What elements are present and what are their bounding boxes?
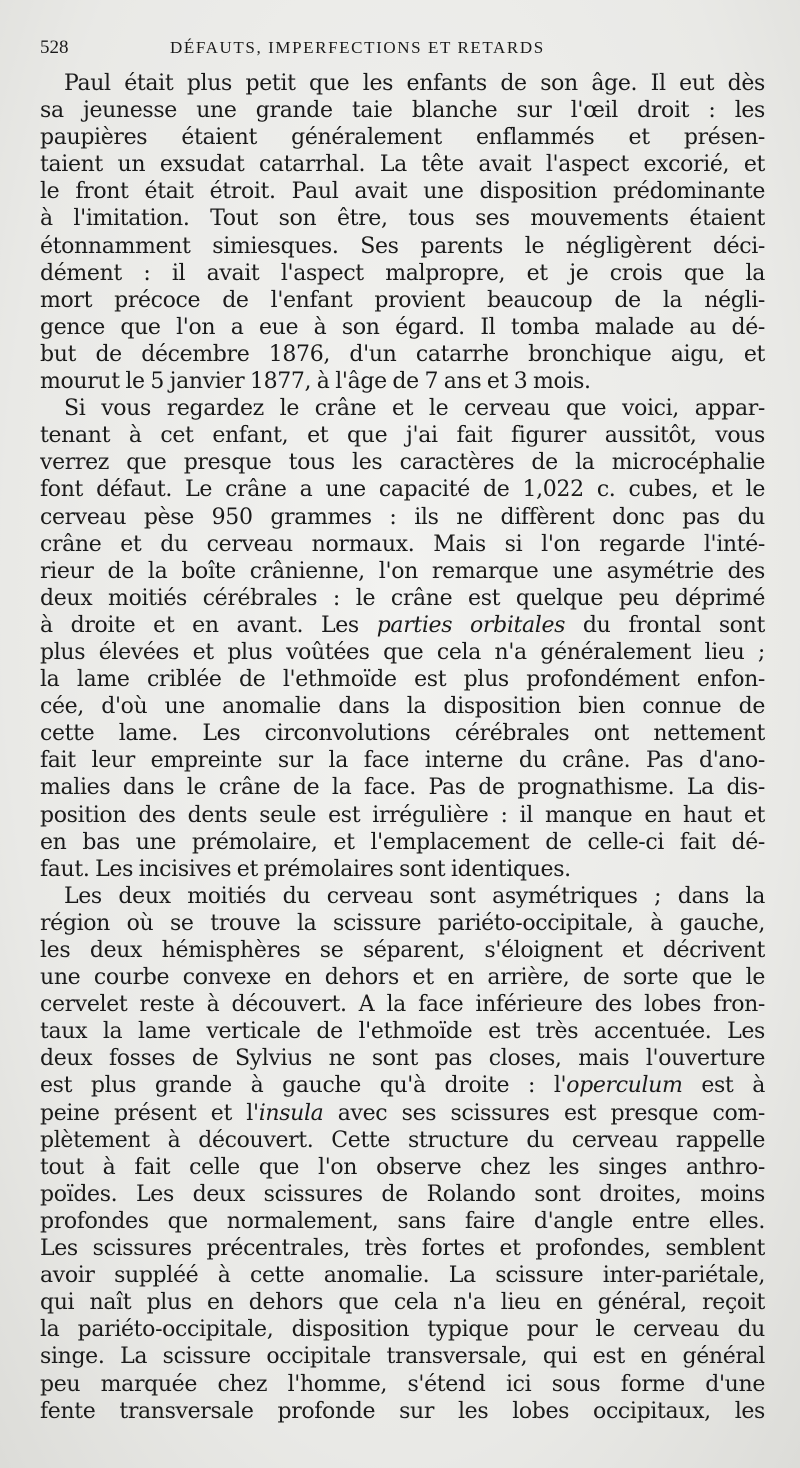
text-line: région où se trouve la scissure pariéto-occipitale, à gauche,	[40, 910, 765, 936]
text-line-with-italic	[40, 1100, 765, 1127]
running-head: DÉFAUTS, IMPERFECTIONS ET RETARDS	[170, 38, 545, 57]
text-line: singe. La scissure occipitale transversale, qui est en général	[40, 1344, 765, 1370]
text-line: font défaut. Le crâne a une capacité de 1,022 c. cubes, et le	[40, 477, 765, 503]
text-line: peu marquée chez l'homme, s'étend ici sous forme d'une	[40, 1371, 765, 1397]
text-line: paupières étaient généralement enflammés et présen-	[40, 125, 765, 151]
text-line: fente transversale profonde sur les lobes occipitaux, les	[40, 1398, 765, 1424]
text-line-with-italic	[40, 612, 765, 639]
body-text	[40, 70, 765, 1425]
text-line: plètement à découvert. Cette structure du cerveau rappelle	[40, 1127, 765, 1153]
text-line: cervelet reste à découvert. A la face inférieure des lobes fron-	[40, 992, 765, 1018]
text-line: taient un exsudat catarrhal. La tête avait l'aspect excorié, et	[40, 152, 765, 178]
text-line: cette lame. Les circonvolutions cérébrales ont nettement	[40, 721, 765, 747]
text-line: Les deux moitiés du cerveau sont asymétriques ; dans la	[64, 883, 765, 909]
text-line: qui naît plus en dehors que cela n'a lieu en général, reçoit	[40, 1290, 765, 1316]
text-segment: est plus grande à gauche qu'à droite : l'	[40, 1073, 567, 1099]
paragraph-1	[40, 70, 765, 395]
text-line: position des dents seule est irrégulière : il manque en haut et	[40, 802, 765, 828]
text-line: Les scissures précentrales, très fortes et profondes, semblent	[40, 1236, 765, 1262]
text-line: dément : il avait l'aspect malpropre, et je crois que la	[40, 260, 765, 286]
text-segment: à droite et en avant. Les	[40, 612, 377, 638]
text-line: malies dans le crâne de la face. Pas de prognathisme. La dis-	[40, 775, 765, 801]
text-segment: peine présent et l'	[40, 1100, 259, 1126]
text-line: mort précoce de l'enfant provient beaucoup de la négli-	[40, 287, 765, 313]
text-line: taux la lame verticale de l'ethmoïde est très accentuée. Les	[40, 1019, 765, 1045]
text-line: étonnamment simiesques. Ses parents le négligèrent déci-	[40, 233, 765, 259]
italic-operculum: operculum	[566, 1073, 683, 1099]
text-line: profondes que normalement, sans faire d'angle entre elles.	[40, 1208, 765, 1234]
text-line: avoir suppléé à cette anomalie. La scissure inter-pariétale,	[40, 1263, 765, 1289]
text-line: le front était étroit. Paul avait une disposition prédominante	[40, 179, 765, 205]
text-line: gence que l'on a eue à son égard. Il tomba malade au dé-	[40, 314, 765, 340]
text-segment: est à	[682, 1073, 765, 1099]
text-line: en bas une prémolaire, et l'emplacement de celle-ci fait dé-	[40, 829, 765, 855]
paragraph-2	[40, 395, 765, 883]
page-number: 528	[40, 37, 69, 58]
text-line: rieur de la boîte crânienne, l'on remarque une asymétrie des	[40, 558, 765, 584]
text-line: deux moitiés cérébrales : le crâne est quelque peu déprimé	[40, 585, 765, 611]
text-line: une courbe convexe en dehors et en arrière, de sorte que le	[40, 965, 765, 991]
italic-phrase: parties orbitales	[376, 612, 566, 638]
text-line: tenant à cet enfant, et que j'ai fait figurer aussitôt, vous	[40, 423, 765, 449]
text-line: fait leur empreinte sur la face interne du crâne. Pas d'ano-	[40, 748, 765, 774]
text-line: mourut le 5 janvier 1877, à l'âge de 7 ans et 3 mois.	[40, 369, 591, 395]
text-line: Paul était plus petit que les enfants de son âge. Il eut dès	[64, 71, 765, 96]
text-line: tout à fait celle que l'on observe chez les singes anthro-	[40, 1154, 765, 1180]
page-header	[40, 33, 775, 63]
text-line: la lame criblée de l'ethmoïde est plus profondément enfon-	[40, 667, 765, 693]
text-line: cerveau pèse 950 grammes : ils ne diffèrent donc pas du	[40, 504, 765, 530]
text-line-with-italic	[40, 1072, 765, 1099]
paragraph-3	[40, 883, 765, 1425]
text-line: Si vous regardez le crâne et le cerveau que voici, appar-	[64, 396, 765, 422]
text-line: la pariéto-occipitale, disposition typique pour le cerveau du	[40, 1317, 765, 1343]
text-line: faut. Les incisives et prémolaires sont identiques.	[40, 856, 571, 882]
italic-insula: insula	[258, 1100, 324, 1126]
text-line: cée, d'où une anomalie dans la disposition bien connue de	[40, 694, 765, 720]
text-line: crâne et du cerveau normaux. Mais si l'on regarde l'inté-	[40, 531, 765, 557]
text-line: sa jeunesse une grande taie blanche sur l'œil droit : les	[40, 98, 765, 124]
text-line: les deux hémisphères se séparent, s'éloignent et décrivent	[40, 938, 765, 963]
text-line: verrez que presque tous les caractères de la microcéphalie	[40, 450, 765, 476]
text-line: plus élevées et plus voûtées que cela n'a généralement lieu ;	[40, 639, 765, 665]
text-line: deux fosses de Sylvius ne sont pas closes, mais l'ouverture	[40, 1046, 765, 1072]
text-segment: du frontal sont	[565, 612, 765, 638]
text-line: à l'imitation. Tout son être, tous ses mouvements étaient	[40, 206, 765, 232]
text-line: but de décembre 1876, d'un catarrhe bronchique aigu, et	[40, 341, 765, 367]
text-line: poïdes. Les deux scissures de Rolando sont droites, moins	[40, 1181, 765, 1207]
text-segment: avec ses scissures est presque com-	[323, 1100, 765, 1126]
